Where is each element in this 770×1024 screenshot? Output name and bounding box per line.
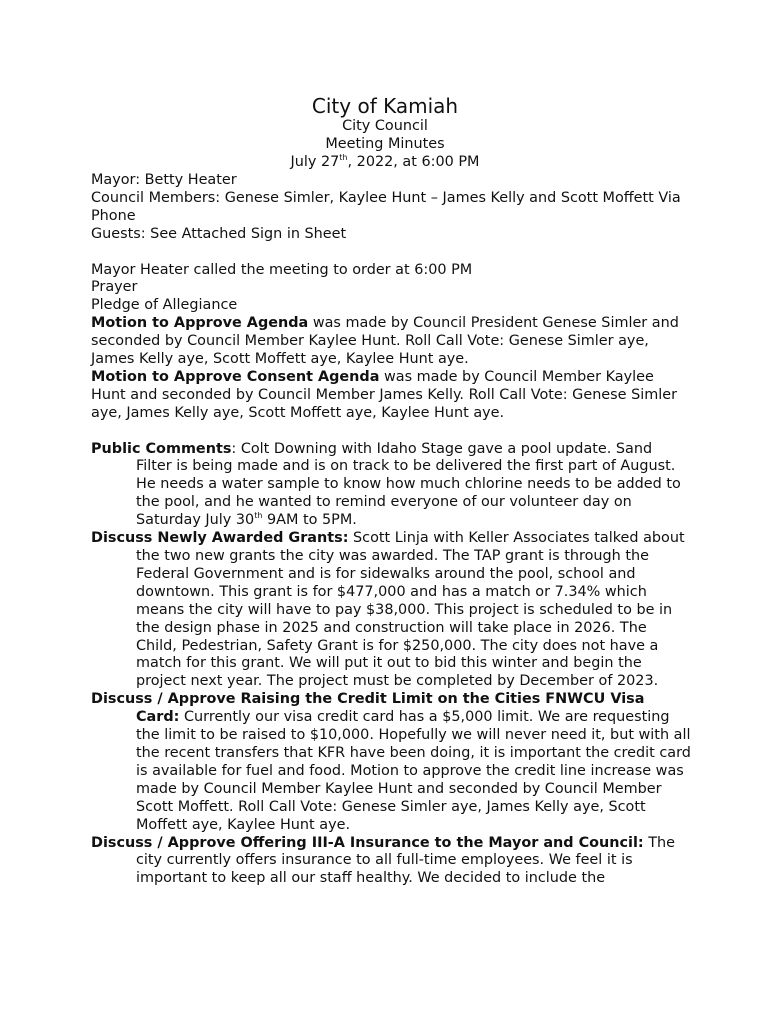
date-pre: July 27	[290, 154, 340, 170]
minutes-body	[91, 172, 691, 888]
council-heading: City Council	[342, 118, 428, 134]
item-text-end: 9AM to 5PM.	[262, 512, 357, 529]
call-to-order: Mayor Heater called the meeting to order at 6:00 PM	[91, 261, 473, 278]
meeting-date	[0, 154, 770, 172]
spacer	[91, 423, 691, 441]
pledge-line: Pledge of Allegiance	[91, 297, 238, 314]
motion-text: was made by Council President Genese Simler and seconded by Council Member Kaylee Hunt. Roll Call Vote: Genese Simler aye, James Kelly aye, Scott Moffett aye, Kaylee Hunt aye.	[91, 315, 679, 368]
motion-approve-consent-agenda	[91, 369, 691, 423]
insurance-item	[91, 835, 691, 889]
public-comments-item	[91, 441, 691, 531]
date-post: , 2022, at 6:00 PM	[347, 154, 480, 170]
item-label: Discuss / Approve Offering III-A Insurance to the Mayor and Council:	[91, 834, 644, 851]
motion-label: Motion to Approve Agenda	[91, 315, 309, 332]
credit-limit-item	[91, 691, 691, 834]
spacer	[91, 244, 691, 262]
guests-line: Guests: See Attached Sign in Sheet	[91, 225, 347, 242]
document-title: City of Kamiah	[311, 94, 459, 118]
item-label: Discuss Newly Awarded Grants:	[91, 530, 349, 547]
council-members-line: Council Members: Genese Simler, Kaylee Hunt – James Kelly and Scott Moffett Via Phone	[91, 189, 681, 224]
item-ordinal: th	[254, 511, 263, 521]
item-text: Scott Linja with Keller Associates talked about the two new grants the city was awarded. The TAP grant is through the Federal Government and is for sidewalks around the pool, school and downtown. This grant is for $477,000 and has a match or 7.34% which means the city will have to pay $38,000. This project is scheduled to be in the design phase in 2025 and construction will take place in 2026. The Child, Pedestrian, Safety Grant is for $250,000. The city does not have a match for this grant. We will put it out to bid this winter and begin the project next year. The project must be completed by December of 2023.	[136, 530, 685, 690]
motion-approve-agenda	[91, 315, 691, 369]
motion-label: Motion to Approve Consent Agenda	[91, 368, 380, 385]
mayor-line: Mayor: Betty Heater	[91, 172, 237, 188]
prayer-line: Prayer	[91, 279, 138, 296]
item-text: : Colt Downing with Idaho Stage gave a pool update. Sand Filter is being made and is on track to be delivered the first part of August. He needs a water sample to know how much chlorine needs to be added to the pool, and he wanted to remind everyone of our volunteer day on Saturday July 30	[136, 440, 681, 529]
grants-item	[91, 530, 691, 691]
minutes-heading: Meeting Minutes	[325, 136, 445, 152]
item-text: The city currently offers insurance to all full-time employees. We feel it is important to keep all our staff healthy. We decided to include the	[136, 834, 676, 887]
date-ordinal: th	[339, 153, 348, 163]
item-label: Discuss / Approve Raising the Credit Limit on the Cities FNWCU Visa Card:	[91, 691, 645, 726]
item-text: Currently our visa credit card has a $5,000 limit. We are requesting the limit to be raised to $10,000. Hopefully we will never need it, but with all the recent transfers that KFR have been doing, it is important the credit card is available for fuel and food. Motion to approve the credit line increase was made by Council Member Kaylee Hunt and seconded by Council Member Scott Moffett. Roll Call Vote: Genese Simler aye, James Kelly aye, Scott Moffett aye, Kaylee Hunt aye.	[136, 709, 691, 833]
motion-text: was made by Council Member Kaylee Hunt and seconded by Council Member James Kelly. Roll Call Vote: Genese Simler aye, James Kelly aye, Scott Moffett aye, Kaylee Hunt aye.	[91, 368, 678, 421]
item-label: Public Comments	[91, 440, 232, 457]
